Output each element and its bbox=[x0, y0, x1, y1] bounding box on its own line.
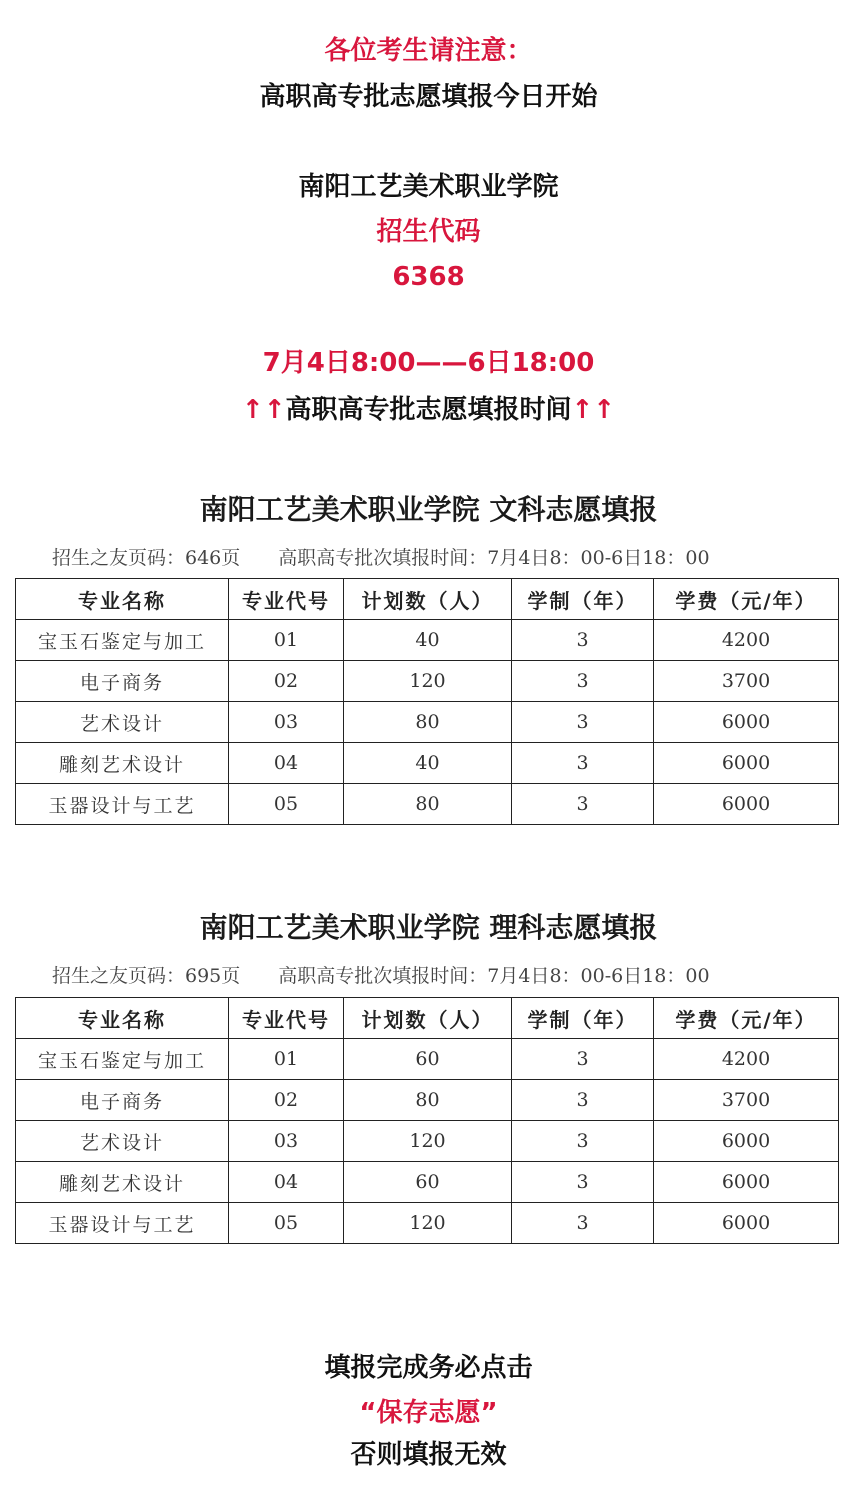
cell-tuition: 6000 bbox=[654, 1203, 839, 1244]
cell-major-code: 05 bbox=[229, 784, 344, 825]
header-major-name: 专业名称 bbox=[16, 998, 229, 1039]
cell-tuition: 4200 bbox=[654, 1039, 839, 1080]
enrollment-table-liberal-arts bbox=[15, 578, 839, 825]
cell-major-name: 艺术设计 bbox=[16, 1121, 229, 1162]
cell-major-code: 01 bbox=[229, 1039, 344, 1080]
school-name: 南阳工艺美术职业学院 bbox=[298, 172, 559, 202]
cell-plan-count: 60 bbox=[344, 1162, 512, 1203]
cell-major-name: 宝玉石鉴定与加工 bbox=[16, 1039, 229, 1080]
cell-tuition: 6000 bbox=[654, 1121, 839, 1162]
table-row bbox=[16, 1080, 839, 1121]
cell-duration: 3 bbox=[512, 743, 654, 784]
notice-heading: 各位考生请注意： bbox=[324, 36, 533, 66]
cell-major-code: 04 bbox=[229, 1162, 344, 1203]
enrollment-code-label: 招生代码 bbox=[376, 217, 481, 247]
notice-subheading: 高职高专批志愿填报今日开始 bbox=[259, 82, 598, 112]
footer-reminder-line1: 填报完成务必点击 bbox=[324, 1353, 533, 1383]
cell-tuition: 6000 bbox=[654, 1162, 839, 1203]
cell-duration: 3 bbox=[512, 1080, 654, 1121]
cell-major-name: 雕刻艺术设计 bbox=[16, 1162, 229, 1203]
cell-major-name: 艺术设计 bbox=[16, 702, 229, 743]
cell-tuition: 6000 bbox=[654, 702, 839, 743]
up-arrows-icon: ↑↑ bbox=[571, 395, 616, 425]
save-choice-reminder: “保存志愿” bbox=[359, 1398, 498, 1428]
filling-period-text: 高职高专批志愿填报时间 bbox=[285, 395, 572, 425]
table-row bbox=[16, 1121, 839, 1162]
table-title-liberal-arts: 南阳工艺美术职业学院 文科志愿填报 bbox=[199, 493, 658, 526]
cell-major-code: 04 bbox=[229, 743, 344, 784]
header-duration: 学制（年） bbox=[512, 579, 654, 620]
header-duration: 学制（年） bbox=[512, 998, 654, 1039]
enrollment-table-science bbox=[15, 997, 839, 1244]
cell-plan-count: 40 bbox=[344, 743, 512, 784]
cell-plan-count: 80 bbox=[344, 1080, 512, 1121]
cell-major-name: 雕刻艺术设计 bbox=[16, 743, 229, 784]
page-number-info: 招生之友页码：695页 bbox=[52, 965, 241, 987]
cell-tuition: 6000 bbox=[654, 784, 839, 825]
filling-period-time: 7月4日8:00——6日18:00 bbox=[262, 348, 595, 378]
table-info-liberal-arts bbox=[52, 546, 842, 570]
filling-period-label bbox=[0, 393, 857, 427]
cell-major-code: 01 bbox=[229, 620, 344, 661]
cell-plan-count: 60 bbox=[344, 1039, 512, 1080]
cell-duration: 3 bbox=[512, 661, 654, 702]
cell-major-code: 03 bbox=[229, 1121, 344, 1162]
cell-plan-count: 80 bbox=[344, 702, 512, 743]
cell-plan-count: 120 bbox=[344, 1121, 512, 1162]
cell-duration: 3 bbox=[512, 702, 654, 743]
enrollment-code: 6368 bbox=[392, 262, 465, 292]
page-number-info: 招生之友页码：646页 bbox=[52, 547, 241, 569]
table-header-row bbox=[16, 579, 839, 620]
batch-time-info: 高职高专批次填报时间：7月4日8：00-6日18：00 bbox=[278, 547, 710, 569]
cell-major-code: 03 bbox=[229, 702, 344, 743]
table-header-row bbox=[16, 998, 839, 1039]
table-row bbox=[16, 743, 839, 784]
cell-tuition: 3700 bbox=[654, 1080, 839, 1121]
header-major-code: 专业代号 bbox=[229, 998, 344, 1039]
header-major-name: 专业名称 bbox=[16, 579, 229, 620]
table-row bbox=[16, 620, 839, 661]
cell-plan-count: 80 bbox=[344, 784, 512, 825]
batch-time-info: 高职高专批次填报时间：7月4日8：00-6日18：00 bbox=[278, 965, 710, 987]
cell-major-code: 05 bbox=[229, 1203, 344, 1244]
cell-major-name: 电子商务 bbox=[16, 661, 229, 702]
cell-plan-count: 40 bbox=[344, 620, 512, 661]
header-tuition: 学费（元/年） bbox=[654, 998, 839, 1039]
table-row bbox=[16, 1039, 839, 1080]
cell-major-name: 电子商务 bbox=[16, 1080, 229, 1121]
cell-plan-count: 120 bbox=[344, 1203, 512, 1244]
header-plan-count: 计划数（人） bbox=[344, 998, 512, 1039]
cell-plan-count: 120 bbox=[344, 661, 512, 702]
cell-duration: 3 bbox=[512, 784, 654, 825]
cell-major-code: 02 bbox=[229, 1080, 344, 1121]
up-arrows-icon: ↑↑ bbox=[241, 395, 286, 425]
cell-tuition: 6000 bbox=[654, 743, 839, 784]
table-row bbox=[16, 1203, 839, 1244]
table-title-science: 南阳工艺美术职业学院 理科志愿填报 bbox=[199, 911, 658, 944]
cell-major-name: 玉器设计与工艺 bbox=[16, 1203, 229, 1244]
cell-tuition: 4200 bbox=[654, 620, 839, 661]
table-row bbox=[16, 702, 839, 743]
table-row bbox=[16, 661, 839, 702]
header-major-code: 专业代号 bbox=[229, 579, 344, 620]
header-tuition: 学费（元/年） bbox=[654, 579, 839, 620]
table-row bbox=[16, 784, 839, 825]
cell-duration: 3 bbox=[512, 620, 654, 661]
cell-tuition: 3700 bbox=[654, 661, 839, 702]
footer-reminder-line3: 否则填报无效 bbox=[350, 1440, 507, 1470]
cell-duration: 3 bbox=[512, 1162, 654, 1203]
cell-major-name: 玉器设计与工艺 bbox=[16, 784, 229, 825]
cell-duration: 3 bbox=[512, 1203, 654, 1244]
cell-duration: 3 bbox=[512, 1039, 654, 1080]
header-plan-count: 计划数（人） bbox=[344, 579, 512, 620]
table-info-science bbox=[52, 964, 842, 988]
cell-major-name: 宝玉石鉴定与加工 bbox=[16, 620, 229, 661]
cell-duration: 3 bbox=[512, 1121, 654, 1162]
table-row bbox=[16, 1162, 839, 1203]
cell-major-code: 02 bbox=[229, 661, 344, 702]
